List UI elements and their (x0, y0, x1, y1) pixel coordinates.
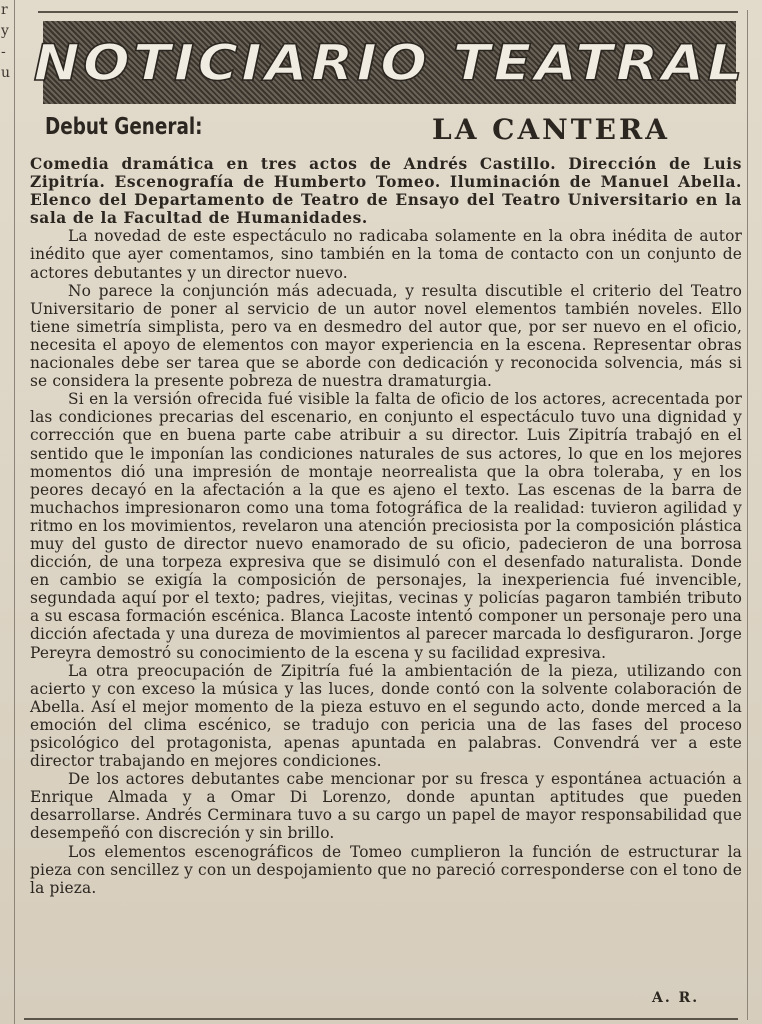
margin-fragment: - (1, 44, 6, 60)
article-paragraph: Si en la versión ofrecida fué visible la falta de oficio de los actores, acrecentada por las condiciones precarias del escenario, en conjunto el espectáculo tuvo una dignidad y corrección que en buena parte cabe atribuir a su director. Luis Zipitría trabajó en el sentido que le imponían las condiciones naturales de sus actores, lo que en los mejores momentos dió una impresión de montaje neorrealista que la obra toleraba, y en los peores decayó en la afectación a la que es ajeno el texto. Las escenas de la barra de muchachos impresionaron como una toma fotográfica de la realidad: tuvieron agilidad y ritmo en los movimientos, revelaron una atención preciosista por la composición plástica muy del gusto de director nuevo enamorado de su oficio, padecieron de una borrosa dicción, de una torpeza expresiva que se disimuló con el desenfado naturalista. Donde en cambio se exigía la composición de personajes, la inexperiencia fué invencible, segundada aquí por el texto; padres, viejitas, vecinas y policías pagaron también tributo a su escasa formación escénica. Blanca Lacoste intentó componer un personaje pero una dicción afectada y una dureza de movimientos al parecer marcada lo desfiguraron. Jorge Pereyra demostró su conocimiento de la escena y su facilidad expresiva. (30, 390, 742, 662)
article-paragraph: La otra preocupación de Zipitría fué la ambientación de la pieza, utilizando con acierto y con exceso la música y las luces, donde contó con la solvente colaboración de Abella. Así el mejor momento de la pieza estuvo en el segundo acto, donde merced a la emoción del clima escénico, se tradujo con pericia una de las fases del proceso psicológico del protagonista, apenas apuntada en palabras. Convendrá ver a este director trabajando en mejores condiciones. (30, 661, 742, 771)
column-rule-right (747, 10, 748, 1020)
article-body (30, 155, 742, 897)
credits-paragraph: Comedia dramática en tres actos de Andrés Castillo. Dirección de Luis Zipitría. Escenografía de Humberto Tomeo. Iluminación de Manuel Abella. Elenco del Departamento de Teatro de Ensayo del Teatro Universitario en la sala de la Facultad de Humanidades. (30, 155, 742, 228)
bottom-rule (24, 1018, 738, 1020)
article-paragraph: Los elementos escenográficos de Tomeo cumplieron la función de estructurar la pieza con sencillez y con un despojamiento que no pareció corresponderse con el tono de la pieza. (30, 842, 742, 897)
article-paragraph: La novedad de este espectáculo no radicaba solamente en la obra inédita de autor inédito que ayer comentamos, sino también en la toma de contacto con un conjunto de actores debutantes y un director nuevo. (30, 227, 742, 282)
margin-fragment: u (1, 65, 11, 81)
banner-title: NOTICIARIO TEATRAL (33, 33, 746, 92)
section-banner (33, 21, 746, 104)
article-paragraph: No parece la conjunción más adecuada, y resulta discutible el criterio del Teatro Universitario de poner al servicio de un autor novel elementos también noveles. Ello tiene simetría simplista, pero va en desmedro del autor que, por ser nuevo en el oficio, necesita el apoyo de elementos con mayor experiencia en la escena. Representar obras nacionales debe ser tarea que se aborde con dedicación y reconocida solvencia, más si se considera la presente pobreza de nuestra dramaturgia. (30, 281, 742, 391)
section-label: Debut General: (45, 114, 203, 140)
author-signature: A. R. (652, 990, 700, 1006)
article-paragraph: De los actores debutantes cabe mencionar por su fresca y espontánea actuación a Enrique Almada y a Omar Di Lorenzo, donde apuntan aptitudes que pueden desarrollarse. Andrés Cerminara tuvo a su cargo un papel de mayor responsabilidad que desempeñó con discreción y sin brillo. (30, 770, 742, 843)
top-rule (38, 11, 738, 13)
margin-fragment: y (1, 23, 9, 39)
adjacent-column-fragment (0, 0, 15, 1024)
play-title: LA CANTERA (432, 113, 670, 146)
margin-fragment: r (1, 2, 8, 18)
